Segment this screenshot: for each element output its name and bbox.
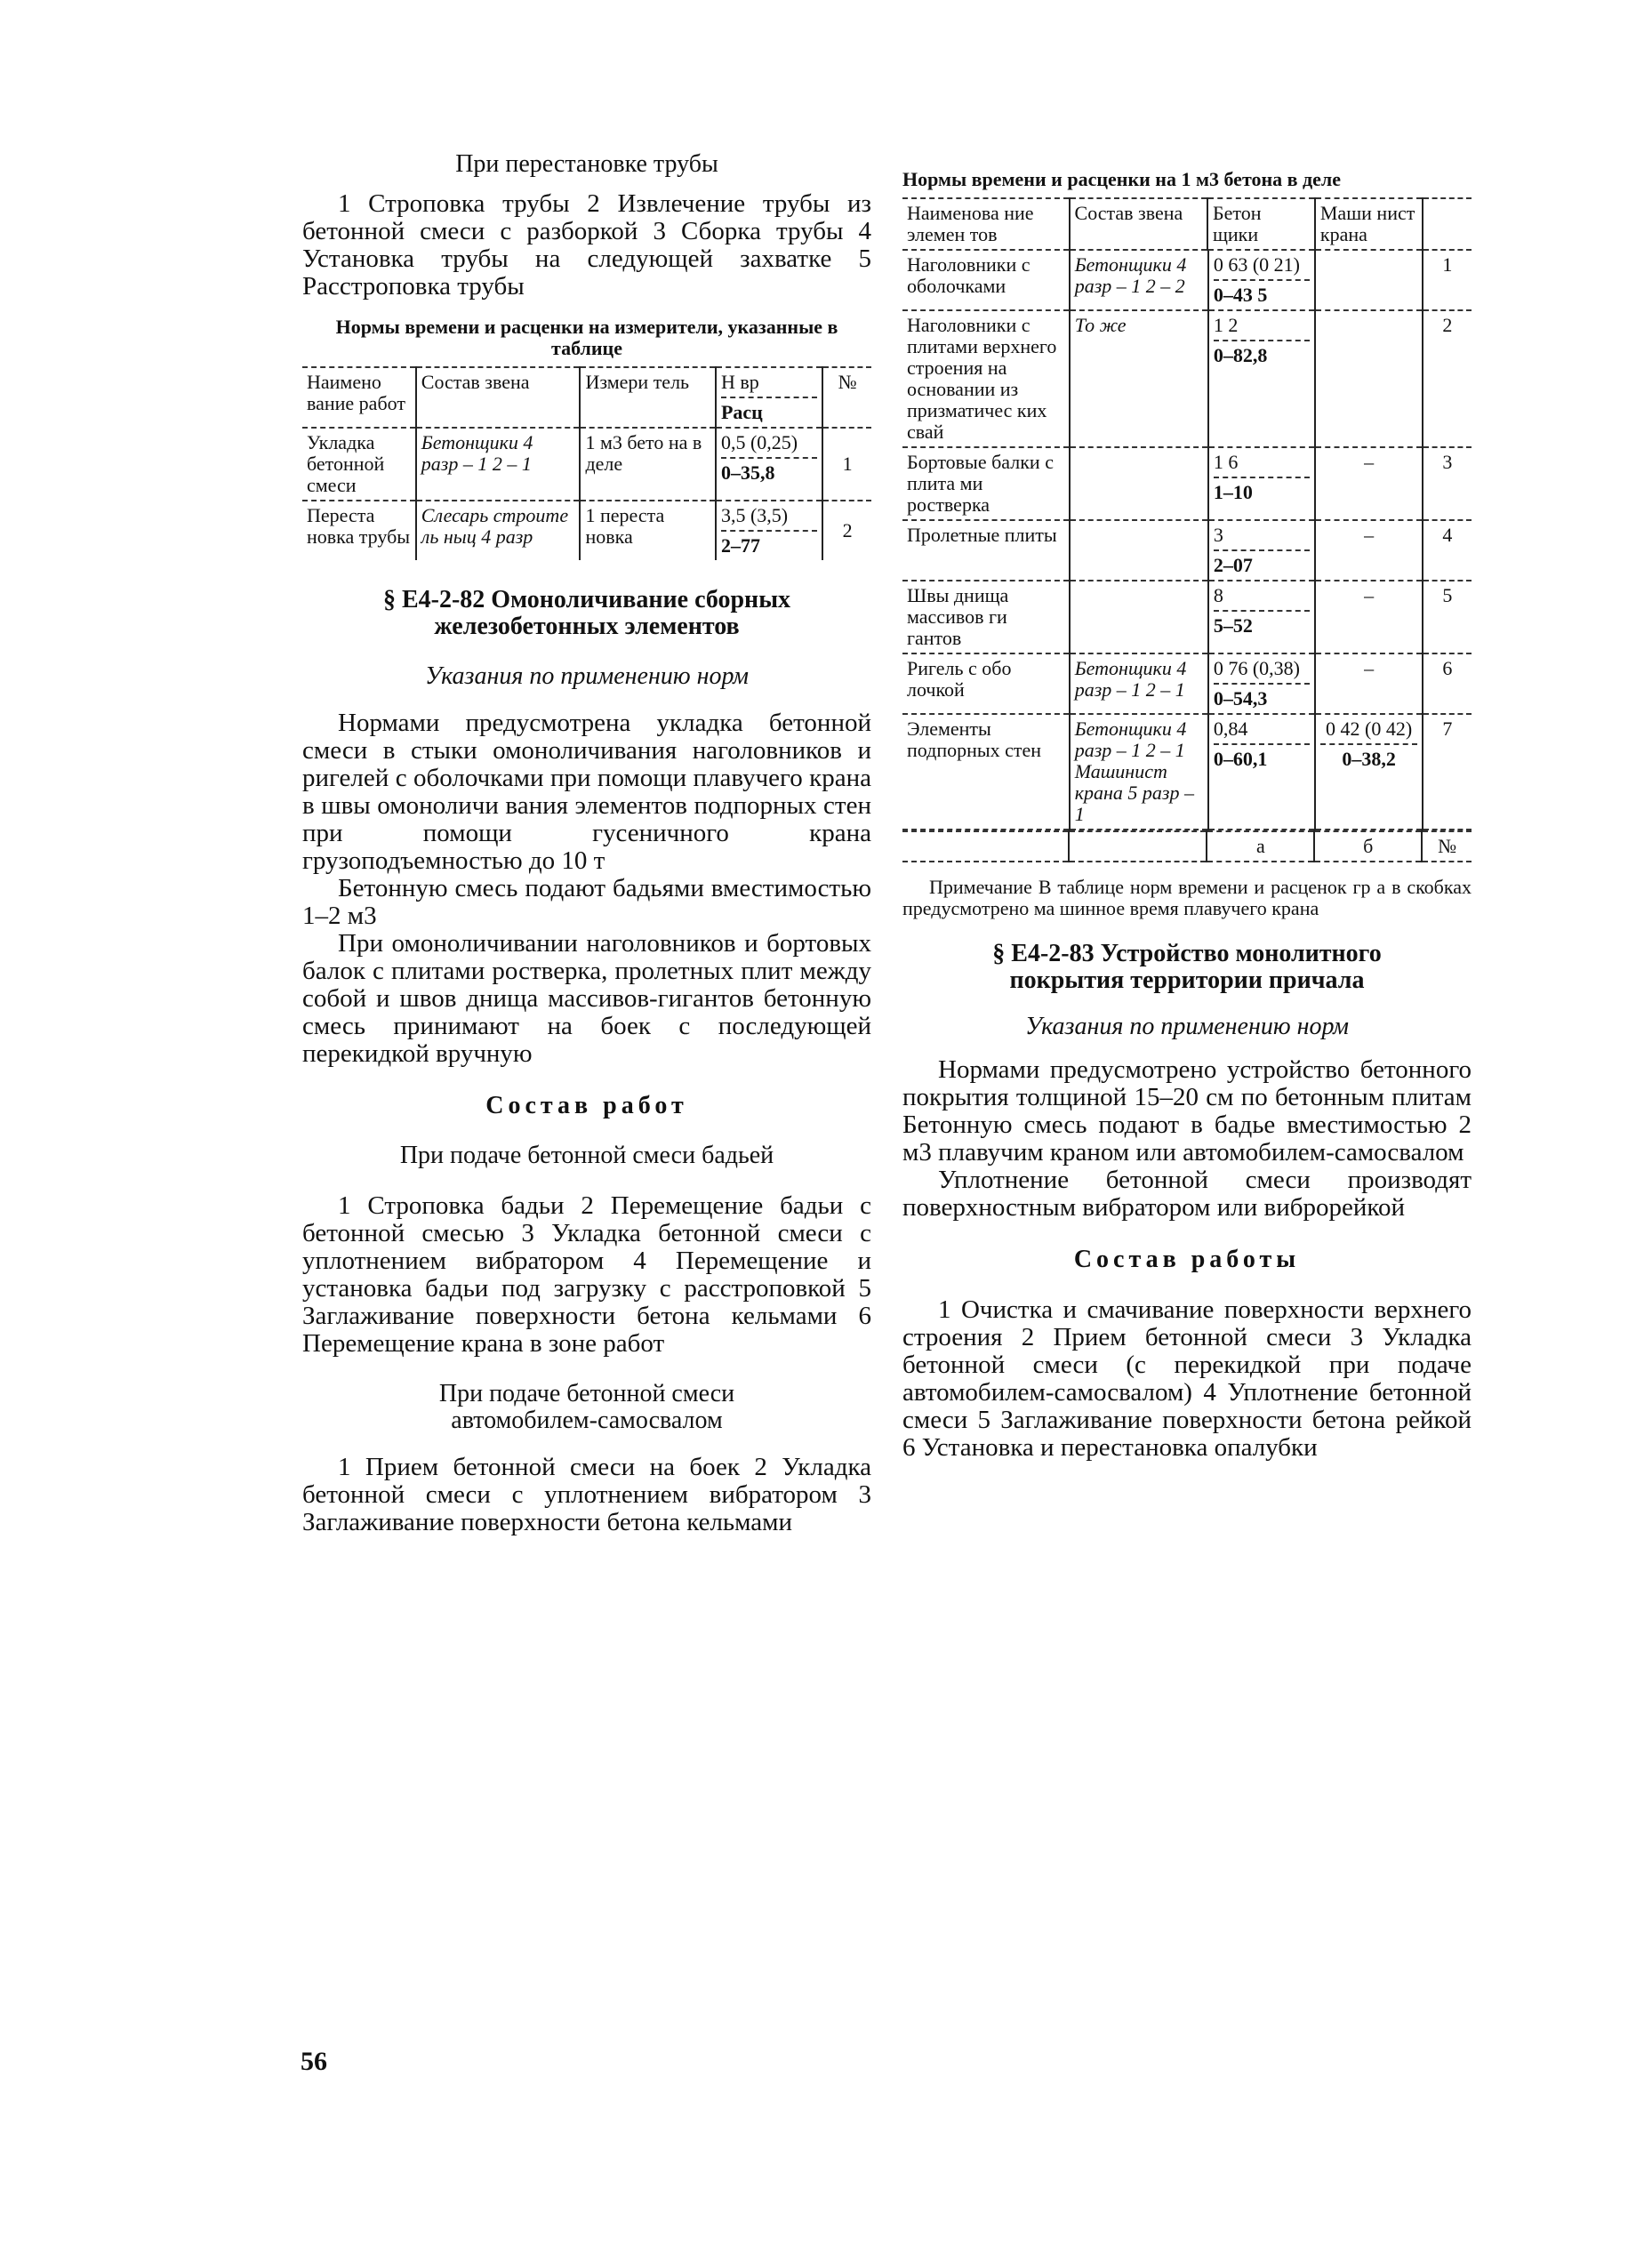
t2-row-a-rate: 0–43 5 [1214, 279, 1311, 306]
table-row [902, 653, 1472, 714]
t2-row-a-norm: 0 76 (0,38) [1213, 657, 1300, 679]
t2-row-a [1208, 520, 1316, 581]
left-column [302, 151, 871, 1536]
para-83-2: Уплотнение бетонной смеси производят поверхностным вибратором или виброрейкой [902, 1166, 1472, 1222]
t2-row-no: 5 [1423, 581, 1472, 653]
table-norms-2-footer [902, 830, 1472, 862]
t2-h-a: Бетон щики [1207, 198, 1315, 250]
t2-row-b [1315, 581, 1422, 653]
t1-r1-name: Укладка бетонной смеси [302, 428, 416, 501]
t1-r2-rasc: 2–77 [721, 530, 817, 557]
t2-h-crew: Состав звена [1070, 198, 1207, 250]
t1-r1-crew: Бетонщики 4 разр – 1 2 – 1 [416, 428, 581, 501]
t2-f-1 [1069, 831, 1207, 862]
para-82-3: При омоноличивании наголовников и бортовых балок с плитами ростверка, пролетных плит между собой и швов днища массивов-гигантов бетонную смесь принимают на боек с последующей перекидкой вручную [302, 929, 871, 1068]
subheading-truck: При подаче бетонной смеси автомобилем-самосвалом [438, 1380, 735, 1434]
t2-f-a: а [1207, 831, 1314, 862]
t1-r2-name: Переста новка трубы [307, 504, 411, 548]
t2-row-a-norm: 1 6 [1213, 451, 1239, 473]
subheading-bucket: При подаче бетонной смеси бадьей [399, 1142, 774, 1169]
work-operations-83: 1 Очистка и смачивание поверхности верхнего строения 2 Прием бетонной смеси 3 Укладка бетонной смеси (с перекидкой при подаче автомобилем-самосвалом) 4 Уплотнение бетонной смеси 5 Заглаживание поверхности бетона рейкой 6 Установка и перестановка опалубки [902, 1295, 1472, 1462]
t2-f-no: № [1422, 831, 1472, 862]
t2-row-crew: Бетонщики 4 разр – 1 2 – 1 Машинист крана 5 разр – 1 [1070, 714, 1208, 830]
table-norms-2 [902, 197, 1472, 251]
t2-row-b [1315, 251, 1422, 310]
t1-r2-no: 2 [822, 501, 871, 560]
t1-r1-no: 1 [822, 428, 871, 501]
t2-row-a [1208, 581, 1316, 653]
work-composition-title-83: Состав работы [1073, 1246, 1301, 1273]
t2-h-name: Наименова ние элемен тов [902, 198, 1070, 250]
t2-row-crew [1070, 581, 1208, 653]
t2-row-name: Пролетные плиты [902, 520, 1070, 581]
t2-row-b-norm: – [1364, 657, 1375, 679]
para-83-1: Нормами предусмотрено устройство бетонного покрытия толщиной 15–20 см по бетонным плитам Бетонную смесь подают в бадье вместимостью 2 м3 плавучим краном или автомобилем-самосвалом [902, 1055, 1472, 1167]
t2-row-a-rate: 0–54,3 [1214, 683, 1311, 710]
t1-r1-unit: 1 м3 бето на в деле [580, 428, 715, 501]
t2-row-b-rate: 0–38,2 [1320, 743, 1416, 770]
t2-row-b [1315, 310, 1422, 447]
right-column [902, 169, 1472, 1462]
t2-f-b: б [1314, 831, 1422, 862]
table-norms-1 [302, 366, 871, 560]
t2-row-name: Элементы подпорных стен [902, 714, 1070, 830]
section-title-83: § Е4-2-83 Устройство монолитного покрытия территории причала [992, 940, 1382, 994]
t2-row-b [1315, 714, 1422, 830]
t2-row-a [1208, 447, 1316, 520]
subheading-pipe: При перестановке трубы [455, 150, 718, 178]
t2-row-a-norm: 3 [1213, 524, 1223, 546]
table1-caption: Нормы времени и расценки на измерители, указанные в таблице [335, 316, 838, 359]
table-norms-2-body [902, 251, 1472, 830]
instructions-title-82: Указания по применению норм [425, 662, 749, 690]
t2-row-name: Швы днища массивов ги гантов [902, 581, 1070, 653]
work-composition-title: Состав работ [485, 1092, 688, 1119]
bucket-operations: 1 Строповка бадьи 2 Перемещение бадьи с бетонной смесью 3 Укладка бетонной смеси с уплотнением вибратором 4 Перемещение и установка бадьи под загрузку с расстроповкой 5 Заглаживание поверхности бетона кельмами 6 Перемещение крана в зоне работ [302, 1191, 871, 1358]
truck-operations: 1 Прием бетонной смеси на боек 2 Укладка бетонной смеси с уплотнением вибратором 3 Заглаживание поверхности бетона кельмами [302, 1453, 871, 1536]
t2-f-0 [902, 831, 1069, 862]
t2-row-b [1315, 447, 1422, 520]
t1-h-nvr: Н вр [720, 371, 759, 393]
t1-r2-unit: 1 переста новка [580, 501, 715, 560]
t2-row-b [1315, 520, 1422, 581]
t2-row-a-rate: 1–10 [1214, 477, 1311, 503]
t2-row-b-norm: 0 42 (0 42) [1326, 718, 1413, 740]
t1-h-crew: Состав звена [416, 367, 581, 428]
table-row [902, 251, 1472, 310]
t2-h-no [1423, 198, 1472, 250]
t2-row-no: 1 [1423, 251, 1472, 310]
table2-caption: Нормы времени и расценки на 1 м3 бетона в деле [902, 168, 1342, 190]
t2-row-no: 6 [1423, 653, 1472, 714]
table-row [902, 310, 1472, 447]
t1-h-rasc: Расц [721, 397, 817, 423]
para-82-1: Нормами предусмотрена укладка бетонной смеси в стыки омоноличивания наголовников и ригелей с оболочками при помощи плавучего крана в швы омоноличи вания элементов подпорных стен при помощи гусеничного крана грузоподъемностью до 10 т [302, 709, 871, 875]
t2-row-a-rate: 2–07 [1214, 549, 1311, 576]
t1-h-unit: Измери тель [580, 367, 715, 428]
t2-row-a-rate: 0–82,8 [1214, 340, 1311, 366]
t1-r1-nvr: 0,5 (0,25) [720, 431, 798, 453]
t1-h-name: Наимено вание работ [302, 367, 416, 428]
t2-row-no: 4 [1423, 520, 1472, 581]
t2-row-b [1315, 653, 1422, 714]
t2-row-a [1208, 653, 1316, 714]
t2-row-a-norm: 1 2 [1213, 314, 1239, 336]
t2-row-a-norm: 0 63 (0 21) [1213, 253, 1300, 276]
t2-row-b-norm: – [1364, 584, 1375, 606]
t2-h-b: Маши нист крана [1315, 198, 1423, 250]
t2-row-name: Ригель с обо лочкой [902, 653, 1070, 714]
t1-r2-nvr: 3,5 (3,5) [720, 504, 789, 526]
table-note: Примечание В таблице норм времени и расценок гр а в скобках предусмотрено ма шинное время плавучего крана [902, 876, 1472, 919]
instructions-title-83: Указания по применению норм [1025, 1013, 1349, 1040]
table-row [302, 501, 871, 560]
t2-row-a-rate: 0–60,1 [1214, 743, 1311, 770]
t2-row-crew: Бетонщики 4 разр – 1 2 – 1 [1070, 653, 1208, 714]
t1-r2-crew: Слесарь строите ль ныц 4 разр [416, 501, 581, 560]
table-row [902, 520, 1472, 581]
t2-row-no: 2 [1423, 310, 1472, 447]
t2-row-a-rate: 5–52 [1214, 610, 1311, 637]
table-row [902, 447, 1472, 520]
t1-h-no: № [822, 367, 871, 428]
t2-row-a [1208, 714, 1316, 830]
t2-row-crew: Бетонщики 4 разр – 1 2 – 2 [1070, 251, 1208, 310]
t1-r2-norm [716, 501, 822, 560]
pipe-operations: 1 Строповка трубы 2 Извлечение трубы из бетонной смеси с разборкой 3 Сборка трубы 4 Установка трубы на следующей захватке 5 Расстроповка трубы [302, 189, 871, 301]
table-row [302, 428, 871, 501]
t2-row-a [1208, 251, 1316, 310]
t1-h-norm [716, 367, 822, 428]
t2-row-a-norm: 8 [1213, 584, 1223, 606]
t2-row-name: Наголовники с плитами верхнего строения на основании из призматичес ких свай [902, 310, 1070, 447]
t2-row-no: 3 [1423, 447, 1472, 520]
table-row [902, 714, 1472, 830]
t2-row-name: Бортовые балки с плита ми ростверка [902, 447, 1070, 520]
t2-row-crew [1070, 520, 1208, 581]
page-number: 56 [301, 2047, 327, 2076]
t1-r1-norm [716, 428, 822, 501]
t2-row-b-norm: – [1364, 524, 1375, 546]
t2-row-name: Наголовники с оболочками [902, 251, 1070, 310]
t1-r1-rasc: 0–35,8 [721, 457, 817, 484]
section-title-82: § Е4-2-82 Омоноличивание сборных железобетонных элементов [382, 586, 791, 640]
table-row [902, 581, 1472, 653]
t2-row-crew [1070, 447, 1208, 520]
para-82-2: Бетонную смесь подают бадьями вместимостью 1–2 м3 [302, 874, 871, 930]
t2-row-b-norm: – [1364, 451, 1375, 473]
t2-row-no: 7 [1423, 714, 1472, 830]
t2-row-a-norm: 0,84 [1213, 718, 1248, 740]
t2-row-crew: То же [1070, 310, 1208, 447]
t2-row-a [1208, 310, 1316, 447]
